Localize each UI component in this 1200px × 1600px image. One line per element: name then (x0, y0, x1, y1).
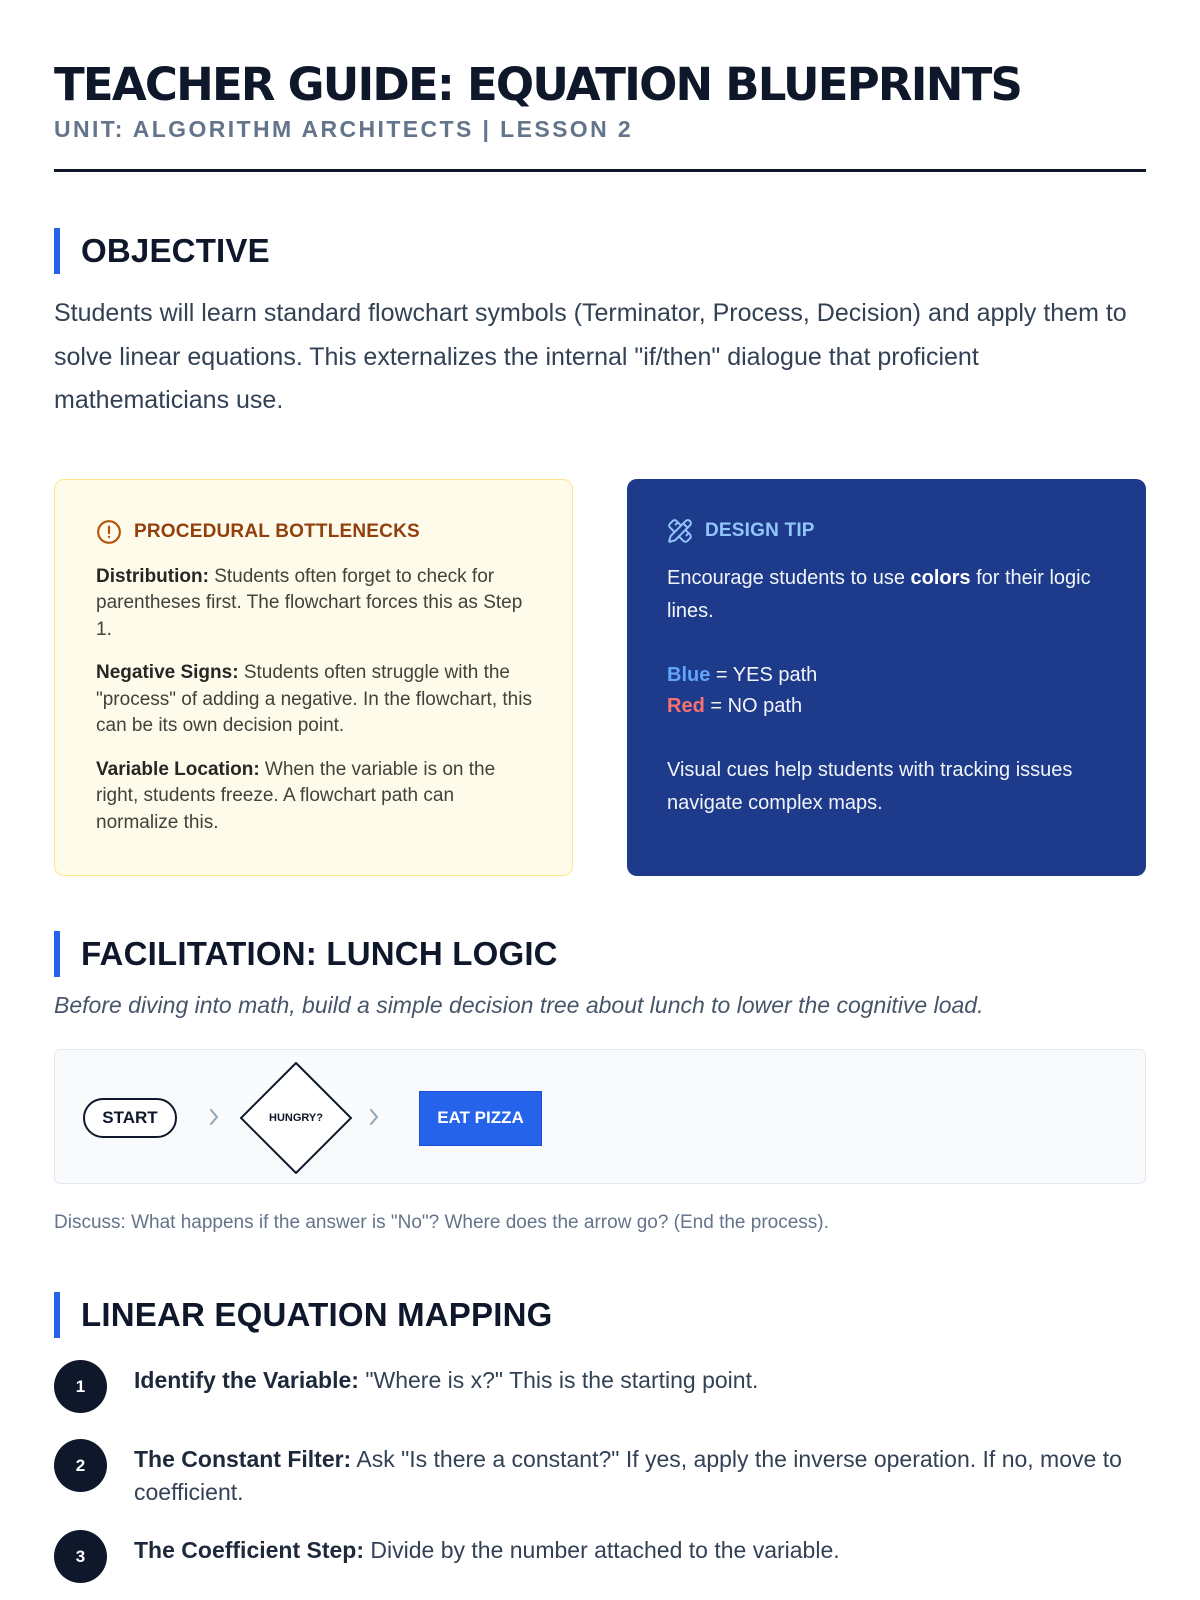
bottleneck-term: Distribution: (96, 565, 209, 587)
design-tip-title: DESIGN TIP (705, 519, 815, 541)
design-tip-card (627, 479, 1146, 876)
section-accent-bar (54, 931, 60, 977)
step-text: Ask "Is there a constant?" If yes, apply the inverse operation. If no, move to coefficient. (134, 1445, 1122, 1505)
section-accent-bar (54, 1292, 60, 1338)
mapping-title: LINEAR EQUATION MAPPING (81, 1295, 553, 1333)
yes-path-color-label: Blue (667, 663, 711, 686)
spacer (667, 628, 1106, 660)
bottleneck-term: Negative Signs: (96, 662, 239, 683)
bottleneck-text: When the variable is on the right, students freeze. A flowchart path can normalize this. (96, 758, 496, 833)
objective-heading (54, 228, 1146, 274)
color-legend (667, 660, 1106, 722)
facilitation-heading (54, 931, 1146, 977)
procedural-bottlenecks-card (54, 479, 573, 876)
objective-text: Students will learn standard flowchart symbols (Terminator, Process, Decision) and apply them to solve linear equations. This externalizes the internal "if/then" dialogue that proficient mathematicians use. (54, 299, 1127, 414)
bottleneck-item (96, 757, 532, 837)
document-header (54, 0, 1146, 172)
tip-intro-text: Encourage students to use (667, 566, 911, 589)
step-number-badge: 2 (54, 1439, 107, 1492)
facilitation-title: FACILITATION: LUNCH LOGIC (81, 934, 558, 972)
objective-section (54, 228, 1146, 423)
step-text: "Where is x?" This is the starting point. (358, 1366, 759, 1393)
design-tip-intro (667, 562, 1106, 628)
flow-decision-label: HUNGRY? (269, 1111, 323, 1124)
bottlenecks-card-header (96, 518, 532, 546)
yes-path-text: = YES path (710, 663, 818, 686)
pencil-ruler-icon (667, 518, 693, 544)
facilitation-intro: Before diving into math, build a simple decision tree about lunch to lower the cognitive load. (54, 991, 984, 1018)
section-accent-bar (54, 228, 60, 274)
chevron-right-icon (207, 1106, 221, 1128)
linear-equation-mapping-section (54, 1292, 1146, 1567)
step-text: Divide by the number attached to the variable. (364, 1536, 840, 1563)
no-path-text: = NO path (704, 694, 803, 717)
objective-title: OBJECTIVE (81, 232, 270, 269)
callout-cards (54, 479, 1146, 876)
mapping-step (54, 1364, 1146, 1397)
bottleneck-text: Students often struggle with the "process" of adding a negative. In the flowchart, this can be its own decision point. (96, 662, 532, 736)
step-number-badge: 3 (54, 1530, 107, 1583)
mapping-step (54, 1534, 1146, 1567)
bottleneck-item (96, 564, 532, 644)
flow-start-terminator: START (83, 1098, 177, 1138)
no-path-color-label: Red (667, 694, 705, 717)
spacer (667, 722, 1106, 754)
mapping-step (54, 1443, 1146, 1509)
design-tip-closing: Visual cues help students with tracking issues navigate complex maps. (667, 758, 1073, 814)
unit-lesson-subtitle: UNIT: ALGORITHM ARCHITECTS | LESSON 2 (54, 116, 634, 142)
header-divider (54, 169, 1146, 172)
step-term: Identify the Variable: (134, 1366, 359, 1393)
facilitation-discussion-prompt: Discuss: What happens if the answer is "No"? Where does the arrow go? (End the process). (54, 1211, 829, 1233)
step-number-badge: 1 (54, 1360, 107, 1413)
tip-intro-text: for their logic lines. (667, 566, 1091, 622)
facilitation-section (54, 931, 1146, 1234)
bottleneck-text: Students often forget to check for parentheses first. The flowchart forces this as Step 1. (96, 565, 523, 640)
mapping-heading (54, 1292, 1146, 1338)
design-tip-header (667, 517, 1106, 545)
page-title: TEACHER GUIDE: EQUATION BLUEPRINTS (54, 58, 1022, 111)
chevron-right-icon (367, 1106, 381, 1128)
bottleneck-item (96, 660, 532, 740)
step-term: The Coefficient Step: (134, 1536, 365, 1563)
bottleneck-term: Variable Location: (96, 758, 260, 780)
bottlenecks-title: PROCEDURAL BOTTLENECKS (134, 520, 420, 542)
lunch-logic-flowchart (54, 1049, 1146, 1184)
flow-process-box: EAT PIZZA (419, 1091, 542, 1146)
alert-circle-icon (96, 519, 122, 545)
tip-intro-bold: colors (910, 566, 971, 589)
mapping-steps (54, 1364, 1146, 1567)
step-term: The Constant Filter: (134, 1445, 352, 1472)
